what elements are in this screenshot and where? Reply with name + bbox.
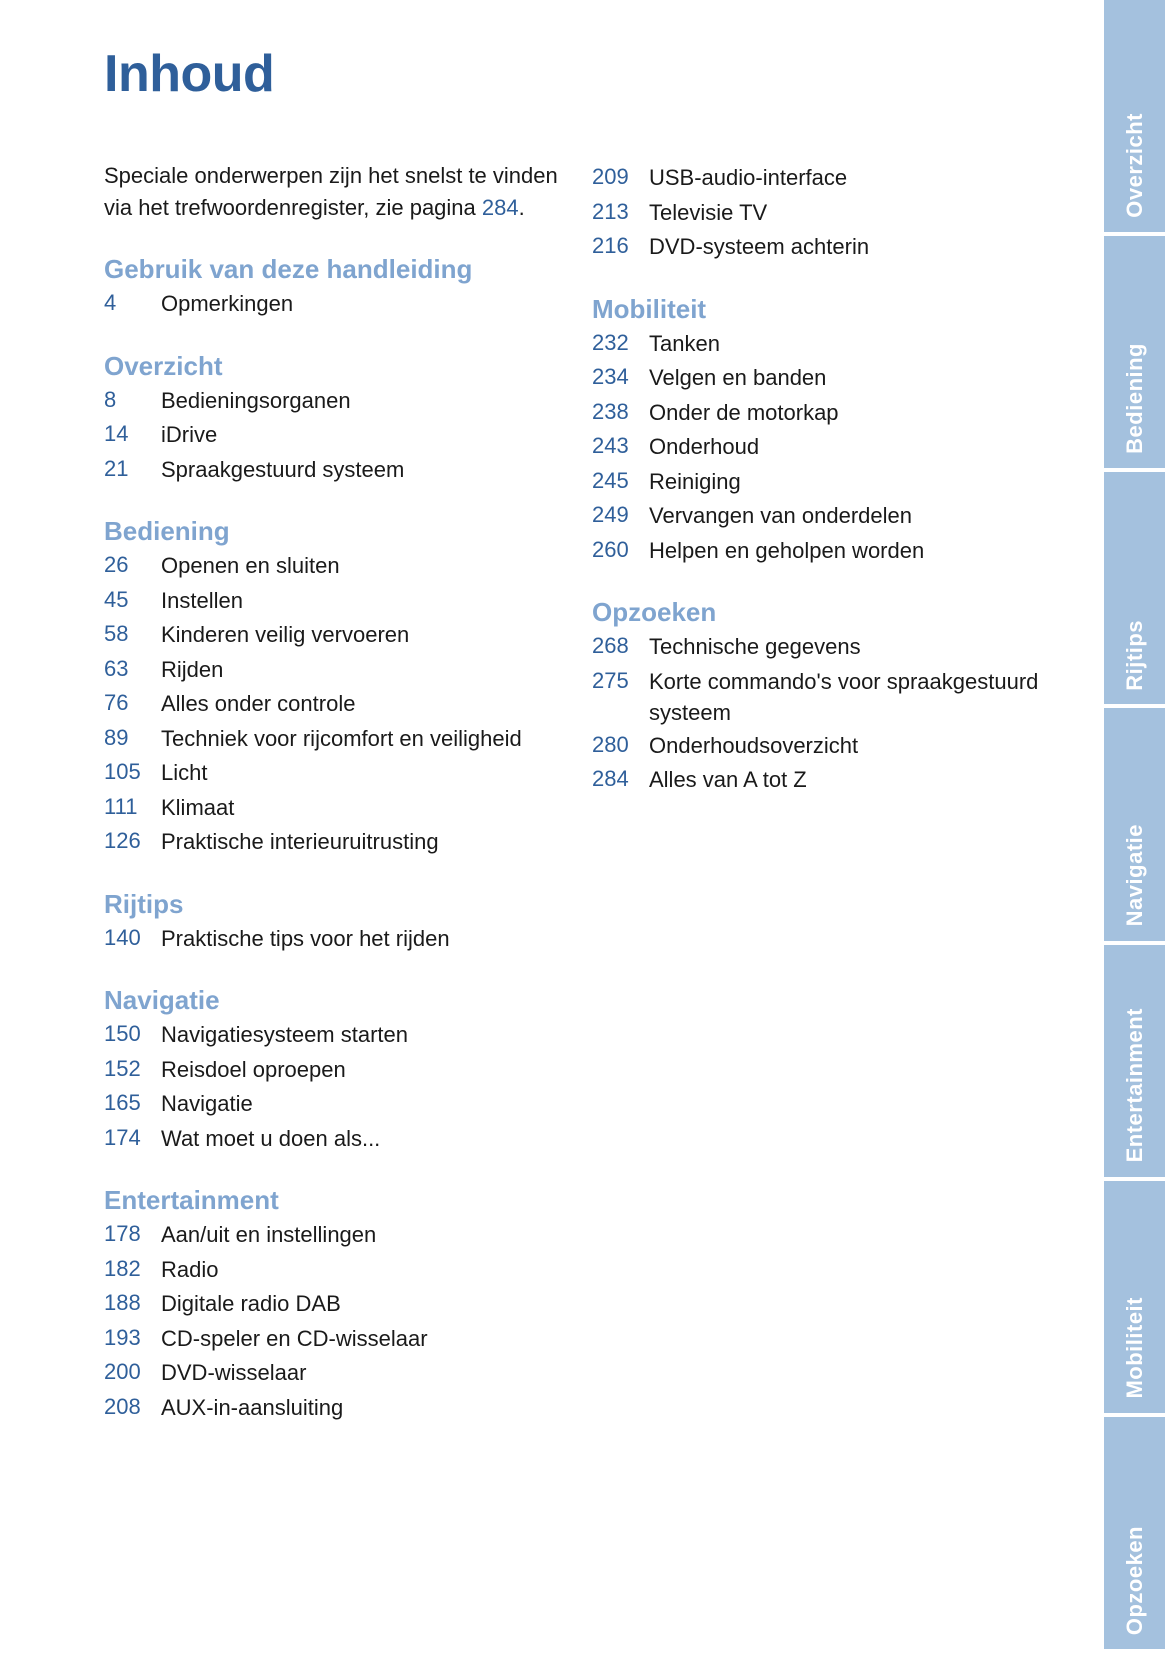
toc-entry-page: 105 [104, 759, 141, 784]
side-tab-label: Navigatie [1121, 824, 1147, 927]
toc-entry-title: USB-audio-interface [649, 165, 848, 190]
toc-entry-page: 111 [104, 793, 138, 819]
toc-entry-title: CD-speler en CD-wisselaar [161, 1325, 428, 1351]
right-sections [592, 160, 1062, 797]
toc-entry-title: Alles van A tot Z [649, 767, 807, 792]
toc-entry-title: Openen en sluiten [161, 553, 340, 578]
toc-entry-title: Klimaat [161, 794, 235, 820]
toc-entry-title: DVD-wisselaar [161, 1360, 307, 1385]
toc-section-rijtips [104, 887, 574, 956]
toc-entry-page: 140 [104, 924, 141, 950]
toc-entry[interactable] [104, 583, 574, 618]
left-sections [104, 252, 574, 1424]
toc-entry[interactable] [592, 429, 1062, 464]
toc-entry[interactable] [104, 617, 574, 652]
toc-entry-title: Wat moet u doen als... [161, 1125, 381, 1151]
toc-entry-title: Spraakgestuurd systeem [161, 456, 405, 482]
intro-body: Speciale onderwerpen zijn het snelst te vinden via het trefwoordenregister, zie pagina [104, 163, 558, 220]
toc-entry-title: Aan/uit en instellingen [161, 1222, 377, 1247]
toc-entry-page: 45 [104, 586, 129, 612]
toc-entry-page: 188 [104, 1290, 141, 1315]
toc-entry-page: 58 [104, 621, 129, 646]
toc-entry-page: 193 [104, 1324, 141, 1350]
toc-entry[interactable] [104, 383, 574, 418]
toc-entry[interactable] [592, 498, 1062, 533]
toc-entry-page: 280 [592, 731, 629, 757]
toc-entry-page: 284 [592, 766, 629, 791]
toc-entry[interactable] [104, 286, 574, 321]
toc-entry-page: 275 [592, 667, 629, 693]
toc-entry-page: 182 [104, 1255, 141, 1281]
toc-entry[interactable] [104, 1355, 574, 1390]
toc-entry-title: Navigatiesysteem starten [161, 1022, 408, 1047]
toc-entry[interactable] [104, 1086, 574, 1121]
toc-entry-title: Helpen en geholpen worden [649, 537, 925, 563]
toc-entry[interactable] [104, 721, 574, 756]
toc-entry-page: 150 [104, 1021, 141, 1046]
toc-entry-page: 213 [592, 198, 629, 224]
toc-entry[interactable] [592, 533, 1062, 568]
toc-entry[interactable] [104, 790, 574, 825]
toc-entry-title: Navigatie [161, 1091, 253, 1116]
intro-end: . [518, 195, 525, 220]
side-tab-entertainment[interactable] [1104, 945, 1165, 1177]
toc-section-mobiliteit [592, 292, 1062, 568]
toc-entry-page: 174 [104, 1124, 141, 1150]
toc-entry[interactable] [592, 326, 1062, 361]
toc-entry-title: Technische gegevens [649, 634, 861, 659]
toc-entry-page: 232 [592, 329, 629, 355]
side-tab-bediening[interactable] [1104, 236, 1165, 468]
toc-entry[interactable] [104, 1017, 574, 1052]
toc-entry-page: 268 [592, 633, 629, 658]
toc-entry-page: 26 [104, 552, 129, 577]
toc-entry-title: Televisie TV [649, 199, 768, 225]
side-tab-label: Bediening [1121, 343, 1147, 455]
toc-entry-page: 238 [592, 398, 629, 424]
toc-entry-title: Techniek voor rijcomfort en veiligheid [161, 725, 522, 751]
toc-entry[interactable] [104, 1286, 574, 1321]
toc-entry-title: Alles onder controle [161, 691, 356, 716]
section-title: Bediening [104, 516, 230, 546]
toc-entry[interactable] [592, 664, 1062, 728]
side-tab-label: Entertainment [1121, 1008, 1147, 1163]
side-tab-opzoeken[interactable] [1104, 1417, 1165, 1649]
toc-entry-title: Praktische interieuruitrusting [161, 829, 439, 854]
side-tab-label: Rijtips [1121, 619, 1147, 691]
toc-entry[interactable] [104, 452, 574, 487]
toc-section-entertainment [104, 1183, 574, 1424]
toc-entry-page: 165 [104, 1090, 141, 1115]
side-tab-strip [1104, 0, 1165, 1653]
toc-entry-title: Onder de motorkap [649, 399, 839, 425]
toc-entry-title: Reisdoel oproepen [161, 1056, 346, 1082]
toc-entry[interactable] [592, 464, 1062, 499]
toc-entry-title: Velgen en banden [649, 365, 827, 390]
toc-entry-title: Rijden [161, 656, 224, 682]
side-tab-navigatie[interactable] [1104, 708, 1165, 940]
toc-entry-page: 245 [592, 467, 629, 493]
toc-entry-page: 209 [592, 164, 629, 189]
toc-entry-title: Tanken [649, 330, 720, 356]
section-title: Rijtips [104, 888, 184, 919]
toc-section-opzoeken [592, 595, 1062, 797]
toc-entry-title: Instellen [161, 587, 243, 613]
side-tab-label: Opzoeken [1121, 1525, 1147, 1635]
toc-entry-page: 89 [104, 724, 129, 750]
toc-entry[interactable] [592, 728, 1062, 763]
toc-entry-title: Reiniging [649, 468, 741, 494]
toc-entry[interactable] [104, 652, 574, 687]
toc-entry-title: DVD-systeem achterin [649, 234, 870, 259]
toc-entry-page: 178 [104, 1221, 141, 1246]
toc-entry-title: Licht [161, 760, 208, 785]
toc-entry-page: 152 [104, 1055, 141, 1081]
toc-entry-page: 21 [104, 455, 129, 481]
toc-entry-title: Kinderen veilig vervoeren [161, 622, 410, 647]
toc-entry[interactable] [104, 1217, 574, 1252]
side-tab-label: Mobiliteit [1121, 1297, 1147, 1399]
toc-section-navigatie [104, 983, 574, 1155]
section-title: Mobiliteit [592, 293, 707, 324]
toc-section-gebruik-van-deze-handleiding [104, 252, 574, 321]
side-tab-rijtips[interactable] [1104, 472, 1165, 704]
toc-entry-page: 14 [104, 421, 129, 446]
toc-entry-page: 8 [104, 386, 117, 412]
toc-entry[interactable] [104, 1252, 574, 1287]
side-tab-overzicht[interactable] [1104, 0, 1165, 232]
toc-entry[interactable] [592, 395, 1062, 430]
toc-entry-title: Digitale radio DAB [161, 1291, 341, 1316]
toc-entry[interactable] [592, 360, 1062, 395]
toc-entry-page: 216 [592, 233, 629, 258]
section-title: Overzicht [104, 350, 223, 381]
toc-entry-page: 63 [104, 655, 129, 681]
toc-entry-page: 243 [592, 433, 629, 458]
toc-entry-title: AUX-in-aansluiting [161, 1394, 344, 1420]
toc-entry[interactable] [104, 921, 574, 956]
toc-left-column [104, 160, 574, 1424]
toc-entry-title: Bedieningsorganen [161, 387, 351, 413]
side-tab-label: Overzicht [1121, 113, 1147, 219]
toc-entry-title: Onderhoud [649, 434, 760, 459]
toc-entry-page: 76 [104, 690, 129, 715]
toc-entry-title: Korte commando's voor spraakgestuurd systeem [649, 668, 1039, 725]
section-title: Entertainment [104, 1185, 279, 1215]
toc-entry[interactable] [104, 417, 574, 452]
toc-entry-title: Radio [161, 1256, 219, 1282]
toc-entry[interactable] [104, 1390, 574, 1425]
toc-entry-page: 260 [592, 536, 629, 562]
toc-entry[interactable] [104, 548, 574, 583]
toc-entry[interactable] [592, 160, 1062, 195]
side-tab-mobiliteit[interactable] [1104, 1181, 1165, 1413]
toc-entry[interactable] [592, 195, 1062, 230]
toc-entry[interactable] [104, 1121, 574, 1156]
section-title: Opzoeken [592, 597, 717, 627]
toc-entry[interactable] [104, 1321, 574, 1356]
index-page-link[interactable]: 284 [481, 195, 519, 220]
toc-section-overzicht [104, 349, 574, 487]
toc-entry-page: 234 [592, 364, 629, 389]
toc-entry-title: Opmerkingen [161, 291, 294, 316]
toc-entry-title: Vervangen van onderdelen [649, 503, 912, 528]
toc-entry[interactable] [592, 229, 1062, 264]
toc-entry-page: 200 [104, 1359, 141, 1384]
toc-entry[interactable] [104, 824, 574, 859]
toc-right-column [592, 160, 1062, 797]
toc-section-bediening [104, 514, 574, 859]
toc-entry-title: Praktische tips voor het rijden [161, 925, 450, 951]
toc-entry-title: Onderhoudsoverzicht [649, 732, 859, 758]
toc-entry[interactable] [104, 1052, 574, 1087]
toc-entry[interactable] [592, 762, 1062, 797]
toc-entry-page: 126 [104, 828, 141, 853]
toc-entry-page: 208 [104, 1393, 141, 1419]
section-title: Navigatie [104, 985, 220, 1015]
toc-section-continued [592, 160, 1062, 264]
toc-entry[interactable] [592, 629, 1062, 664]
toc-entry-title: iDrive [161, 422, 218, 447]
section-title: Gebruik van deze handleiding [104, 254, 473, 284]
toc-entry-page: 4 [104, 290, 117, 315]
toc-entry[interactable] [104, 686, 574, 721]
toc-entry[interactable] [104, 755, 574, 790]
page-title: Inhoud [104, 45, 275, 103]
toc-entry-page: 249 [592, 502, 629, 527]
intro-text [104, 160, 574, 224]
